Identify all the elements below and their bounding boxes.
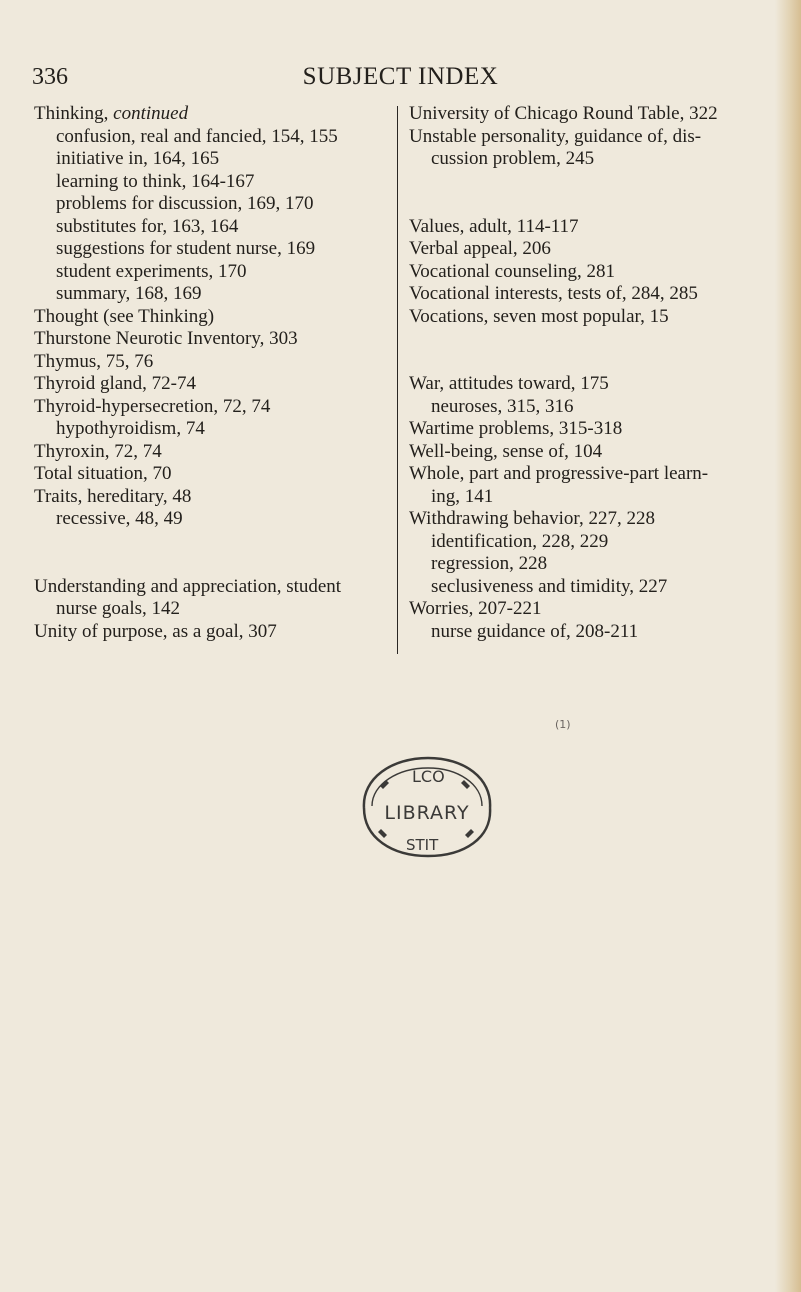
index-entry-text: Vocational interests, tests of, 284, 285 — [409, 283, 698, 304]
index-entry — [409, 373, 771, 396]
index-entry — [34, 396, 394, 419]
stamp-ring-text-bottom: STIT — [406, 836, 439, 854]
index-subentry — [34, 171, 394, 194]
index-entry-text: problems for discussion, 169, 170 — [56, 193, 314, 214]
index-subentry — [34, 238, 394, 261]
index-subentry — [34, 216, 394, 239]
index-entry-text: recessive, 48, 49 — [56, 508, 183, 529]
handwritten-mark: (1) — [555, 718, 571, 731]
index-entry-text: seclusiveness and timidity, 227 — [431, 575, 668, 597]
index-entry — [409, 238, 771, 261]
index-entry-text: nurse guidance of, 208-211 — [431, 620, 639, 642]
index-entry — [409, 508, 771, 531]
page-edge-shading — [775, 0, 801, 1292]
index-entry-text: Well-being, sense of, 104 — [409, 440, 603, 462]
index-entry — [409, 126, 771, 149]
index-entry-text: student experiments, 170 — [56, 260, 247, 282]
index-entry-text: Unstable personality, guidance of, dis- — [409, 125, 702, 147]
index-subentry — [409, 396, 771, 419]
index-entry — [34, 328, 394, 351]
index-entry-text: Thyroxin, 72, 74 — [34, 440, 162, 462]
index-subentry — [34, 283, 394, 306]
index-entry — [34, 621, 394, 644]
index-entry-text: neuroses, 315, 316 — [431, 395, 574, 417]
index-entry — [34, 351, 394, 374]
index-entry-text: Thyroid gland, 72-74 — [34, 373, 197, 394]
index-spacer — [409, 328, 771, 351]
index-entry — [409, 216, 771, 239]
index-subentry — [34, 508, 394, 531]
index-subentry — [409, 531, 771, 554]
index-spacer — [34, 531, 394, 554]
index-spacer — [409, 171, 771, 194]
index-spacer — [409, 193, 771, 216]
index-entry — [409, 261, 771, 284]
index-entry — [409, 418, 771, 441]
index-subentry — [34, 418, 394, 441]
index-subentry — [409, 576, 771, 599]
index-entry-text: hypothyroidism, 74 — [56, 418, 205, 439]
index-column-right — [409, 103, 771, 643]
index-entry-text: Vocations, seven most popular, 15 — [409, 305, 669, 327]
index-subentry — [34, 126, 394, 149]
index-subentry — [409, 148, 771, 171]
index-entry-text: ing, 141 — [431, 485, 494, 507]
index-entry — [34, 463, 394, 486]
index-entry — [409, 441, 771, 464]
index-entry-text: Thought (see Thinking) — [34, 305, 215, 327]
index-subentry — [34, 193, 394, 216]
index-entry-text: Wartime problems, 315-318 — [409, 418, 623, 439]
index-entry — [34, 306, 394, 329]
index-entry-text: Thymus, 75, 76 — [34, 350, 154, 372]
index-entry-text: Traits, hereditary, 48 — [34, 485, 192, 507]
index-entry-continued: continued — [113, 103, 189, 124]
column-divider — [397, 106, 398, 654]
index-entry-text: suggestions for student nurse, 169 — [56, 238, 316, 259]
index-entry-text: Verbal appeal, 206 — [409, 238, 551, 259]
page-title: SUBJECT INDEX — [302, 63, 499, 90]
index-entry-text: Unity of purpose, as a goal, 307 — [34, 620, 277, 642]
stamp-library-text: LIBRARY — [384, 802, 470, 824]
index-entry-text: confusion, real and fancied, 154, 155 — [56, 125, 338, 147]
index-subentry — [34, 148, 394, 171]
index-entry — [409, 306, 771, 329]
index-entry-text: Thyroid-hypersecretion, 72, 74 — [34, 395, 271, 417]
index-entry-text: Thinking, — [34, 103, 114, 124]
index-entry — [409, 598, 771, 621]
index-subentry — [34, 261, 394, 284]
index-subentry — [409, 553, 771, 576]
index-entry-text: University of Chicago Round Table, 322 — [409, 103, 718, 124]
index-entry-text: Worries, 207-221 — [409, 598, 542, 619]
index-column-left — [34, 103, 394, 643]
index-entry — [409, 103, 771, 126]
index-entry — [34, 373, 394, 396]
stamp-ring-text-top: LCO — [412, 767, 445, 786]
index-entry — [34, 441, 394, 464]
index-entry-text: cussion problem, 245 — [431, 148, 595, 169]
page-number: 336 — [32, 64, 68, 90]
index-spacer — [34, 553, 394, 576]
index-subentry — [409, 486, 771, 509]
index-entry-text: nurse goals, 142 — [56, 598, 181, 619]
index-entry-text: regression, 228 — [431, 553, 548, 574]
index-entry-text: learning to think, 164-167 — [56, 170, 255, 192]
index-spacer — [409, 351, 771, 374]
index-entry-text: initiative in, 164, 165 — [56, 148, 220, 169]
index-entry — [409, 283, 771, 306]
index-entry-text: Values, adult, 114-117 — [409, 215, 579, 237]
index-entry — [34, 103, 394, 126]
index-entry-text: Understanding and appreciation, student — [34, 575, 342, 597]
index-entry-text: substitutes for, 163, 164 — [56, 215, 239, 237]
index-entry-text: Total situation, 70 — [34, 463, 172, 484]
index-subentry — [34, 598, 394, 621]
index-entry-text: War, attitudes toward, 175 — [409, 373, 609, 394]
index-entry-text: identification, 228, 229 — [431, 530, 609, 552]
index-entry-text: Whole, part and progressive-part learn- — [409, 463, 709, 484]
index-entry-text: Thurstone Neurotic Inventory, 303 — [34, 328, 298, 349]
index-entry — [34, 576, 394, 599]
index-entry-text: Vocational counseling, 281 — [409, 260, 615, 282]
index-entry — [34, 486, 394, 509]
index-subentry — [409, 621, 771, 644]
index-entry-text: Withdrawing behavior, 227, 228 — [409, 508, 655, 529]
index-entry-text: summary, 168, 169 — [56, 283, 202, 304]
index-entry — [409, 463, 771, 486]
